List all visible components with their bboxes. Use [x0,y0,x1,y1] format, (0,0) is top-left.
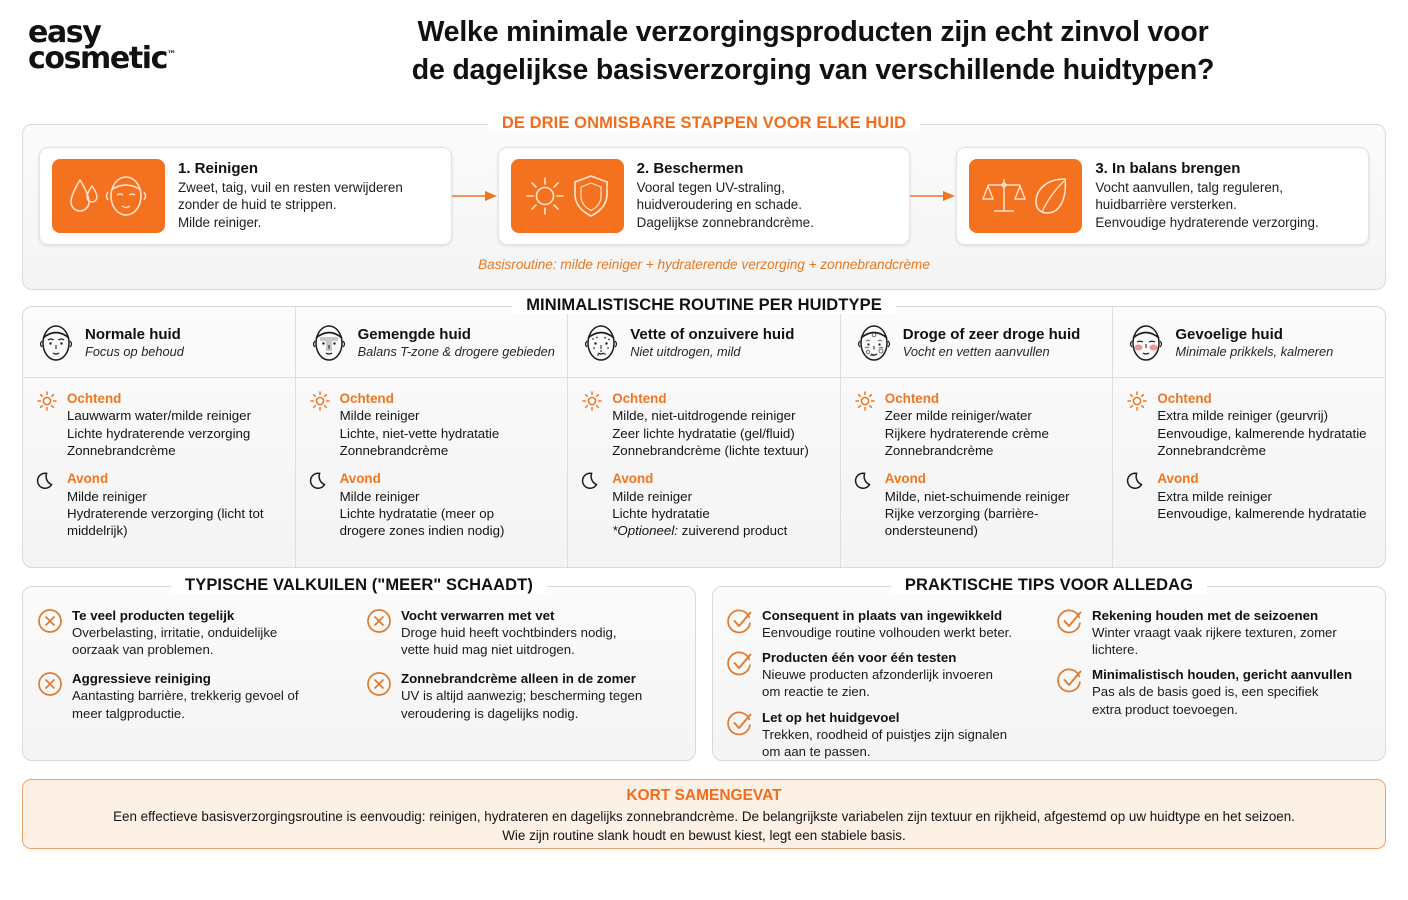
pitfall-heading-2: Aggressieve reiniging [72,671,211,687]
tip-item-3 [727,709,1043,760]
moon-icon [582,471,602,491]
skin-type-routines-section [22,296,1386,568]
routine-evening-icon-wrap-sensitive [1127,470,1149,522]
step-card-2 [498,147,911,245]
routine-evening-line-3-combination: drogere zones indien nodig) [339,523,505,539]
cross-circle-icon [37,671,63,697]
step-1-text [178,160,439,232]
routine-evening-line-3-normal: middelrijk) [67,523,128,539]
routine-morning-line-1-sensitive: Extra milde reiniger (geurvrij) [1157,408,1329,424]
tip-item-1 [727,607,1043,641]
pitfalls-section [22,576,696,761]
tip-body-4-line-1: Winter vraagt vaak rijkere texturen, zomer [1092,625,1337,641]
tip-item-4 [1057,607,1373,658]
pitfall-body-1-line-1: Overbelasting, irritatie, onduidelijke [72,625,278,641]
routine-evening-line-2-sensitive: Eenvoudige, kalmerende hydratatie [1157,505,1367,521]
routine-morning-label-oily: Ochtend [612,391,667,406]
skin-type-name-oily: Vette of onzuivere huid [630,326,795,343]
routine-morning-line-2-dry: Rijkere hydraterende crème [884,425,1049,441]
routine-morning-text-oily [612,390,830,459]
sun-icon [37,391,57,411]
tip-body-5-line-2: extra product toevoegen. [1092,701,1238,717]
routine-evening-label-dry: Avond [884,471,926,487]
routine-morning-line-2-oily: Zeer lichte hydratatie (gel/fluid) [612,425,795,441]
pitfall-body-3-line-1: Droge huid heeft vochtbinders nodig, [401,625,617,641]
routine-morning-text-sensitive [1157,390,1375,459]
tip-heading-1: Consequent in plaats van ingewikkeld [762,608,1003,623]
pitfalls-title-text: TYPISCHE VALKUILEN ("MEER" SCHAADT) [171,576,547,594]
tip-body-4-line-2: lichtere. [1092,642,1139,658]
step-2-icon-box [511,159,624,233]
routine-morning-line-1-dry: Zeer milde reiniger/water [884,408,1032,424]
tips-title [713,576,1385,595]
tip-item-2 [727,649,1043,700]
three-steps-title [23,114,1385,133]
pitfall-icon-wrap-2 [37,670,63,721]
routine-evening-line-2-combination: Lichte hydratatie (meer op [339,505,495,521]
step-1-line-1: Zweet, taig, vuil en resten verwijderen [178,179,403,195]
tip-text-4 [1092,607,1373,658]
tip-heading-4: Rekening houden met de seizoenen [1092,608,1319,623]
scales-icon [981,173,1027,219]
step-1-line-2: zonder de huid te strippen. [178,197,337,213]
routine-evening-icon-wrap-dry [855,470,877,539]
pitfall-text-4 [401,670,681,721]
step-3-line-2: huidbarrière versterken. [1095,197,1237,213]
page-title [278,14,1388,90]
pitfall-body-2-line-2: meer talgproductie. [72,705,185,721]
tip-icon-wrap-4 [1057,607,1083,658]
page-header [0,0,1408,112]
tip-icon-wrap-3 [727,709,753,760]
face-dry-icon [855,321,893,365]
logo-line-2 [28,40,177,76]
pitfall-item-4 [366,670,681,721]
logo-trademark: ™ [167,49,177,60]
face-icon [102,170,150,222]
pitfall-text-2 [72,670,352,721]
routine-morning-icon-wrap-combination [310,390,332,459]
routine-morning-label-combination: Ochtend [339,391,394,406]
pitfall-body-4-line-2: veroudering is dagelijks nodig. [401,705,579,721]
routine-evening-combination [310,470,558,539]
tip-body-3-line-1: Trekken, roodheid of puistjes zijn signalen [762,726,1008,742]
face-normal-icon [37,321,75,365]
summary-section [22,779,1386,849]
routine-evening-oily [582,470,830,539]
moon-icon [37,471,57,491]
skin-type-subtitle-normal: Focus op behoud [85,344,184,359]
routine-evening-label-combination: Avond [339,471,381,487]
steps-row [39,147,1369,245]
routine-morning-line-1-normal: Lauwwarm water/milde reiniger [67,408,252,424]
sun-icon [523,173,567,219]
pitfalls-columns [37,607,681,722]
leaf-icon [1031,173,1071,219]
skin-type-header-text-sensitive [1175,326,1375,360]
pitfall-text-3 [401,607,681,658]
routine-morning-icon-wrap-oily [582,390,604,459]
routine-evening-text-normal [67,470,285,539]
routine-evening-line-2-dry: Rijke verzorging (barrière- [884,505,1039,521]
pitfall-body-2-line-1: Aantasting barrière, trekkerig gevoel of [72,688,299,704]
step-1-line-3: Milde reiniger. [178,215,262,231]
skin-type-subtitle-sensitive: Minimale prikkels, kalmeren [1175,344,1334,359]
skin-type-name-normal: Normale huid [85,326,181,343]
step-2-line-3: Dagelijkse zonnebrandcrème. [636,215,814,231]
routine-morning-label-dry: Ochtend [884,391,940,406]
pitfalls-title [23,576,695,595]
routine-morning-icon-wrap-dry [855,390,877,459]
step-connector-2 [910,147,956,245]
step-3-heading: 3. In balans brengen [1095,159,1241,177]
page-title-line-2: de dagelijkse basisverzorging van verschillende huidtypen? [411,53,1215,86]
pitfall-icon-wrap-4 [366,670,392,721]
skin-type-body-oily [568,378,840,567]
skin-type-routines-title-text: MINIMALISTISCHE ROUTINE PER HUIDTYPE [512,296,896,314]
skin-type-name-sensitive: Gevoelige huid [1175,326,1283,343]
routine-morning-text-normal [67,390,285,459]
routine-evening-optional-rest-oily: zuiverend product [677,523,788,539]
routine-morning-line-2-combination: Lichte, niet-vette hydratatie [339,425,500,441]
step-connector-1 [452,147,498,245]
routine-morning-label-normal: Ochtend [67,391,122,406]
bottom-panels-row [22,576,1386,761]
face-combination-icon [310,321,348,365]
routine-evening-text-sensitive [1157,470,1375,522]
routine-morning-line-3-normal: Zonnebrandcrème [67,442,176,458]
pitfall-item-1 [37,607,352,658]
tip-icon-wrap-1 [727,607,753,641]
routine-evening-line-1-oily: Milde reiniger [612,488,693,504]
face-oily-icon [582,321,620,365]
check-circle-icon [727,650,753,676]
arrow-right-icon-2 [910,190,956,202]
step-2-text [637,160,898,232]
routine-morning-text-combination [340,390,558,459]
logo-line-1: easy [28,15,101,50]
routine-evening-line-2-normal: Hydraterende verzorging (licht tot [67,505,264,521]
step-card-3 [956,147,1369,245]
logo-line-2-text: cosmetic [28,40,168,76]
skin-type-header-text-combination [358,326,558,360]
step-1-heading: 1. Reinigen [178,159,259,177]
tip-text-5 [1092,666,1373,717]
skin-type-column-normal [23,307,296,567]
tip-body-5-line-1: Pas als de basis goed is, een specifiek [1092,684,1319,700]
pitfalls-right-column [366,607,681,722]
cross-circle-icon [366,671,392,697]
check-circle-icon [727,608,753,634]
routine-morning-line-3-dry: Zonnebrandcrème [884,442,994,458]
routine-evening-optional-prefix-oily: *Optioneel: [612,523,678,539]
tip-text-1 [762,607,1043,641]
pitfall-icon-wrap-1 [37,607,63,658]
routine-morning-line-2-normal: Lichte hydraterende verzorging [67,425,251,441]
sun-icon [582,391,602,411]
skin-type-body-combination [296,378,568,567]
pitfall-heading-3: Vocht verwarren met vet [401,608,555,623]
summary-line-2: Wie zijn routine slank houdt en bewust kiest, legt een stabiele basis. [502,828,906,844]
pitfall-item-3 [366,607,681,658]
skin-type-name-combination: Gemengde huid [357,326,471,343]
sun-icon [855,391,875,411]
routine-evening-text-dry [885,470,1103,539]
step-1-icon-box [52,159,165,233]
check-circle-icon [1057,608,1083,634]
check-circle-icon [727,710,753,736]
routine-evening-line-2-oily: Lichte hydratatie [612,505,710,521]
routine-morning-line-3-oily: Zonnebrandcrème (lichte textuur) [612,442,809,458]
routine-morning-normal [37,390,285,459]
tips-columns [727,607,1373,768]
pitfall-body-1-line-2: oorzaak van problemen. [72,642,214,658]
step-3-line-3: Eenvoudige hydraterende verzorging. [1095,215,1319,231]
routine-morning-oily [582,390,830,459]
tip-heading-3: Let op het huidgevoel [762,709,900,725]
check-circle-icon [1057,667,1083,693]
skin-type-header-normal [23,307,295,378]
step-2-line-1: Vooral tegen UV-straling, [636,179,785,195]
basisroutine-footnote: Basisroutine: milde reiniger + hydraterende verzorging + zonnebrandcrème [478,257,930,272]
skin-type-body-normal [23,378,295,567]
tip-body-1-line-1: Eenvoudige routine volhouden werkt beter. [762,625,1013,641]
routine-evening-line-1-sensitive: Extra milde reiniger [1157,488,1272,504]
tip-icon-wrap-2 [727,649,753,700]
routine-evening-label-oily: Avond [612,471,654,487]
routine-morning-icon-wrap-normal [37,390,59,459]
skin-type-header-dry [841,307,1113,378]
routine-morning-line-3-sensitive: Zonnebrandcrème [1157,442,1267,458]
tip-icon-wrap-5 [1057,666,1083,717]
routine-morning-line-1-oily: Milde, niet-uitdrogende reiniger [612,408,796,424]
tip-heading-2: Producten één voor één testen [762,650,957,666]
routine-evening-icon-wrap-combination [310,470,332,539]
pitfall-heading-1: Te veel producten tegelijk [72,608,235,623]
skin-type-header-text-dry [903,326,1103,360]
routine-evening-label-sensitive: Avond [1157,471,1199,487]
skin-type-column-sensitive [1113,307,1385,567]
brand-logo [28,14,278,76]
routine-morning-dry [855,390,1103,459]
step-3-text [1095,160,1356,232]
skin-type-column-dry [841,307,1114,567]
routine-morning-combination [310,390,558,459]
shield-icon [571,172,611,220]
step-3-line-1: Vocht aanvullen, talg reguleren, [1095,179,1283,195]
tip-body-3-line-2: om aan te passen. [762,743,871,759]
skin-type-columns [23,307,1385,567]
skin-type-column-combination [296,307,569,567]
routine-evening-icon-wrap-oily [582,470,604,539]
skin-type-subtitle-dry: Vocht en vetten aanvullen [902,344,1050,359]
routine-evening-line-1-normal: Milde reiniger [67,488,147,504]
three-steps-section [22,114,1386,290]
tips-left-column [727,607,1043,768]
routine-evening-text-oily [612,470,830,539]
routine-morning-line-3-combination: Zonnebrandcrème [339,442,449,458]
droplet-icon [68,174,98,218]
skin-type-header-text-oily [630,326,830,360]
tip-text-3 [762,709,1043,760]
summary-line-1: Een effectieve basisverzorgingsroutine is eenvoudig: reinigen, hydrateren en dagelijks zonnebrandcrème. De belangrijkste variabelen zijn textuur en rijkheid, afgestemd op uw huidtype en het seizoen. [113,808,1295,824]
skin-type-subtitle-combination: Balans T-zone & drogere gebieden [357,344,555,359]
tip-text-2 [762,649,1043,700]
routine-evening-icon-wrap-normal [37,470,59,539]
skin-type-header-combination [296,307,568,378]
tips-section [712,576,1386,761]
tip-body-2-line-1: Nieuwe producten afzonderlijk invoeren [762,667,993,683]
tips-right-column [1057,607,1373,768]
arrow-right-icon [452,190,498,202]
moon-icon [855,471,875,491]
skin-type-subtitle-oily: Niet uitdrogen, mild [630,344,741,359]
summary-title: KORT SAMENGEVAT [626,787,782,804]
skin-type-name-dry: Droge of zeer droge huid [902,326,1081,343]
step-2-heading: 2. Beschermen [636,159,744,177]
routine-evening-dry [855,470,1103,539]
routine-evening-sensitive [1127,470,1375,522]
moon-icon [310,471,330,491]
routine-morning-text-dry [885,390,1103,459]
skin-type-header-sensitive [1113,307,1385,378]
tip-item-5 [1057,666,1373,717]
routine-morning-sensitive [1127,390,1375,459]
tip-body-2-line-2: om reactie te zien. [762,684,870,700]
cross-circle-icon [37,608,63,634]
routine-evening-normal [37,470,285,539]
routine-morning-label-sensitive: Ochtend [1157,391,1212,406]
pitfall-text-1 [72,607,352,658]
skin-type-header-text-normal [85,326,285,360]
tip-heading-5: Minimalistisch houden, gericht aanvullen [1092,667,1353,683]
pitfall-icon-wrap-3 [366,607,392,658]
sun-icon [310,391,330,411]
sun-icon [1127,391,1147,411]
pitfall-body-3-line-2: vette huid mag niet uitdrogen. [401,642,575,658]
pitfall-item-2 [37,670,352,721]
routine-evening-line-3-dry: ondersteunend) [884,523,978,539]
routine-evening-label-normal: Avond [67,471,109,487]
step-2-line-2: huidveroudering en schade. [636,197,802,213]
cross-circle-icon [366,608,392,634]
tips-title-text: PRAKTISCHE TIPS VOOR ALLEDAG [891,576,1207,594]
routine-morning-icon-wrap-sensitive [1127,390,1149,459]
skin-type-column-oily [568,307,841,567]
skin-type-body-dry [841,378,1113,567]
routine-evening-text-combination [340,470,558,539]
routine-evening-line-3-oily [612,522,830,539]
three-steps-title-text: DE DRIE ONMISBARE STAPPEN VOOR ELKE HUID [488,114,920,132]
pitfall-heading-4: Zonnebrandcrème alleen in de zomer [401,671,636,687]
pitfalls-left-column [37,607,352,722]
step-3-icon-box [969,159,1082,233]
moon-icon [1127,471,1147,491]
routine-morning-line-1-combination: Milde reiniger [339,408,420,424]
page-title-line-1: Welke minimale verzorgingsproducten zijn echt zinvol voor [417,16,1209,48]
skin-type-header-oily [568,307,840,378]
routine-evening-line-1-dry: Milde, niet-schuimende reiniger [884,488,1070,504]
skin-type-body-sensitive [1113,378,1385,567]
pitfall-body-4-line-1: UV is altijd aanwezig; bescherming tegen [401,688,643,704]
routine-morning-line-2-sensitive: Eenvoudige, kalmerende hydratatie [1157,425,1367,441]
step-card-1 [39,147,452,245]
routine-evening-line-1-combination: Milde reiniger [339,488,420,504]
face-sensitive-icon [1127,321,1165,365]
